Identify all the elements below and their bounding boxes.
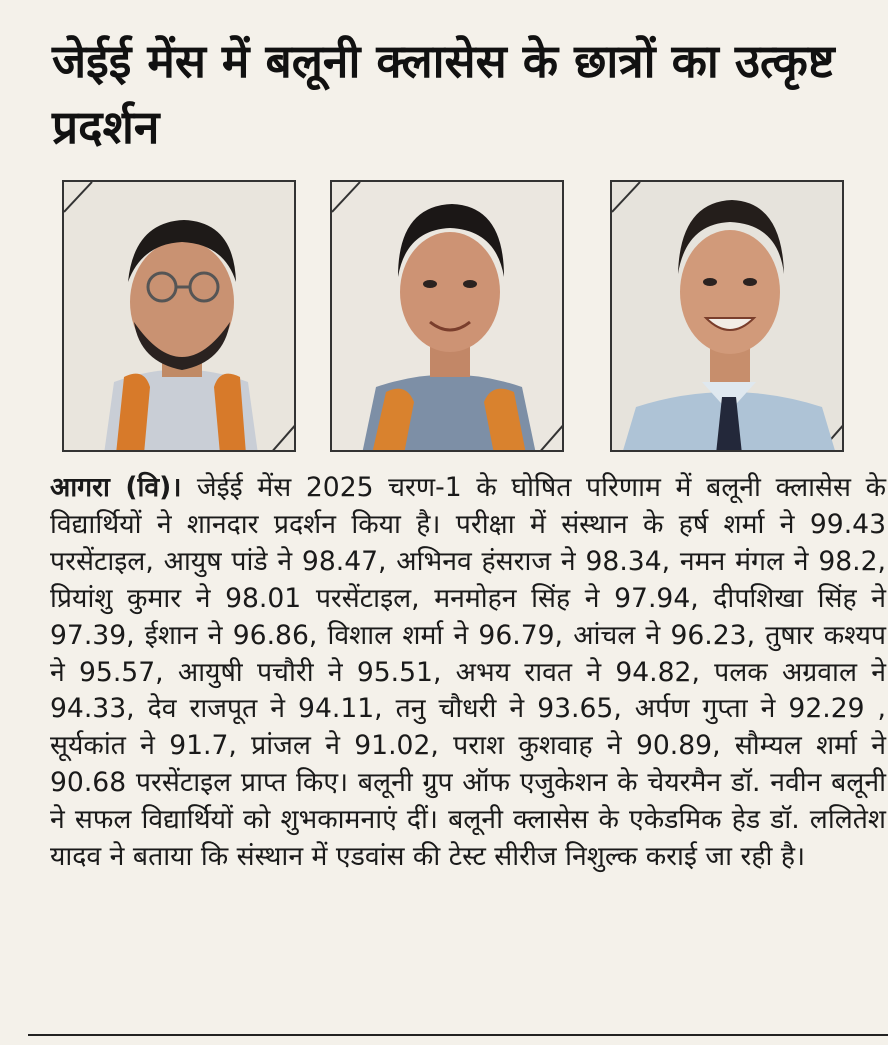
student-photo-1	[62, 180, 296, 452]
student-photo-3	[610, 180, 844, 452]
student-photo-3-image	[612, 182, 844, 452]
article-body	[50, 470, 886, 876]
article-text: जेईई मेंस 2025 चरण-1 के घोषित परिणाम में बलूनी क्लासेस के विद्यार्थियों ने शानदार प्रदर्शन किया है। परीक्षा में संस्थान के हर्ष शर्मा ने 99.43 परसेंटाइल, आयुष पांडे ने 98.47, अभिनव हंसराज ने 98.34, नमन मंगल ने 98.2, प्रियांशु कुमार ने 98.01 परसेंटाइल, मनमोहन सिंह ने 97.94, दीपशिखा सिंह ने 97.39, ईशान ने 96.86, विशाल शर्मा ने 96.79, आंचल ने 96.23, तुषार कश्यप ने 95.57, आयुषी पचौरी ने 95.51, अभय रावत ने 94.82, पलक अग्रवाल ने 94.33, देव राजपूत ने 94.11, तनु चौधरी ने 93.65, अर्पण गुप्ता ने 92.29 , सूर्यकांत ने 91.7, प्रांजल ने 91.02, पराश कुशवाह ने 90.89, सौम्यल शर्मा ने 90.68 परसेंटाइल प्राप्त किए। बलूनी ग्रुप ऑफ एजुकेशन के चेयरमैन डॉ. नवीन बलूनी ने सफल विद्यार्थियों को शुभकामनाएं दीं। बलूनी क्लासेस के एकेडमिक हेड डॉ. ललितेश यादव ने बताया कि संस्थान में एडवांस की टेस्ट सीरीज निशुल्क कराई जा रही है।	[50, 472, 886, 873]
photo-strip	[62, 180, 852, 452]
dateline: आगरा (वि)।	[50, 472, 197, 503]
student-photo-2	[330, 180, 564, 452]
student-photo-2-image	[332, 182, 564, 452]
student-photo-1-image	[64, 182, 296, 452]
bottom-divider	[28, 1034, 888, 1036]
headline: जेईई मेंस में बलूनी क्लासेस के छात्रों का उत्कृष्ट प्रदर्शन	[52, 34, 835, 154]
